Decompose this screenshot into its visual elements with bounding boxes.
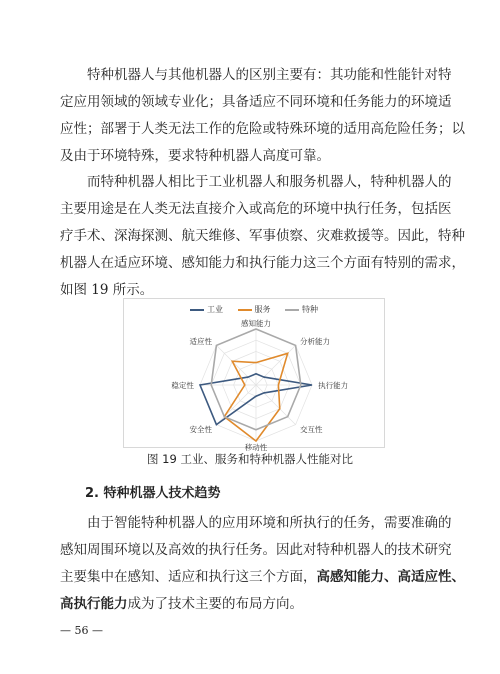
paragraph-special-robot-uses [60, 169, 465, 304]
radar-axis-label: 分析能力 [299, 337, 330, 347]
paragraph-line: 定应用领域的领域专业化；具备适应不同环境和任务能力的环境适 [60, 94, 452, 110]
paragraph-line: 如图 19 所示。 [60, 282, 154, 298]
paragraph-text: 成为了技术主要的布局方向。 [127, 596, 303, 612]
paragraph-line: 机器人在适应环境、感知能力和执行能力这三个方面有特别的需求， [60, 255, 465, 271]
radar-axis-label: 执行能力 [318, 381, 349, 390]
paragraph-line: 及由于环境特殊，要求特种机器人高度可靠。 [60, 148, 330, 164]
section-heading: 2. 特种机器人技术趋势 [85, 486, 221, 501]
paragraph-line: 感知周围环境以及高效的执行任务。因此对特种机器人的技术研究 [60, 542, 452, 558]
radar-axis-label: 交互性 [299, 424, 323, 434]
paragraph-line [60, 564, 465, 591]
figure-caption: 图 19 工业、服务和特种机器人性能对比 [147, 452, 353, 466]
paragraph-line: 主要用途是在人类无法直接介入或高危的环境中执行任务，包括医 [60, 201, 452, 217]
radar-chart [124, 299, 384, 453]
legend-label: 特种 [302, 305, 319, 314]
paragraph-line: 疗手术、深海探测、航天维修、军事侦察、灾难救援等。因此，特种 [60, 228, 465, 244]
legend-label: 工业 [206, 305, 223, 314]
radar-axis-label: 安全性 [189, 424, 213, 434]
radar-axis-label: 移动性 [244, 443, 268, 453]
paragraph-text: 主要集中在感知、适应和执行这三个方面， [60, 569, 317, 585]
page-number: — 56 — [60, 624, 103, 637]
bold-text: 高感知能力、高适应性、 [316, 569, 465, 585]
paragraph-line: 特种机器人与其他机器人的区别主要有：其功能和性能针对特 [87, 67, 452, 83]
radar-axis-label: 稳定性 [171, 381, 194, 390]
radar-axis-label: 感知能力 [241, 318, 271, 328]
paragraph-line [60, 591, 442, 618]
bold-text: 高执行能力 [60, 596, 128, 612]
paragraph-line: 由于智能特种机器人的应用环境和所执行的任务，需要准确的 [87, 515, 452, 531]
radar-axis-label: 适应性 [189, 337, 213, 347]
paragraph-robot-differences [60, 62, 465, 170]
legend-label: 服务 [254, 305, 271, 314]
paragraph-technology-trend [60, 510, 465, 618]
radar-chart-figure [123, 298, 385, 453]
paragraph-line: 而特种机器人相比于工业机器人和服务机器人，特种机器人的 [87, 174, 452, 190]
paragraph-line: 应性；部署于人类无法工作的危险或特殊环境的适用高危险任务；以 [60, 121, 465, 137]
